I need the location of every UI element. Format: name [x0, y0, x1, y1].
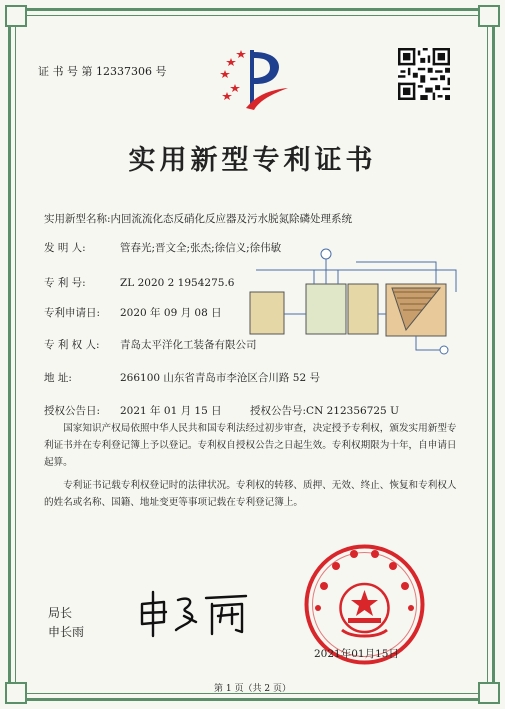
corner-ornament-top-left — [5, 5, 27, 27]
certificate-paragraph-1: 国家知识产权局依照中华人民共和国专利法经过初步审查，决定授予专利权，颁发实用新型专利证书并在专利登记簿上予以登记。专利权自授权公告之日起生效。专利权期限为十年，自申请日起算。 — [44, 423, 457, 468]
field-label: 发 明 人: — [44, 242, 86, 254]
field-label: 授权公告号: — [250, 405, 307, 417]
field-value: ZL 2020 2 1954275.6 — [120, 277, 235, 289]
field-address — [44, 370, 320, 385]
field-utility-model-name — [44, 211, 352, 226]
field-grant-date — [44, 403, 399, 418]
field-patentee — [44, 337, 257, 352]
field-label: 实用新型名称: — [44, 213, 111, 225]
field-label: 专 利 号: — [44, 277, 86, 289]
field-patent-number — [44, 275, 234, 290]
qr-code-icon — [398, 48, 450, 100]
cnipa-logo-icon — [214, 44, 294, 114]
director-signature-icon — [134, 586, 254, 642]
field-label: 专利申请日: — [44, 307, 101, 319]
field-label: 地 址: — [44, 372, 72, 384]
field-value: 2021 年 01 月 15 日 — [120, 405, 222, 417]
director-name: 申长雨 — [48, 625, 85, 639]
field-value: CN 212356725 U — [306, 405, 399, 417]
process-flow-diagram — [236, 244, 476, 362]
field-value: 青岛太平洋化工装备有限公司 — [120, 339, 257, 351]
field-value: 内回流流化态反硝化反应器及污水脱氮除磷处理系统 — [110, 213, 353, 225]
field-value: 266100 山东省青岛市李沧区合川路 52 号 — [120, 372, 320, 384]
certificate-paragraph-2: 专利证书记载专利权登记时的法律状况。专利权的转移、质押、无效、终止、恢复和专利权人的姓名或名称、国籍、地址变更等事项记载在专利登记簿上。 — [44, 480, 457, 508]
seal-date: 2021年01月15日 — [314, 648, 399, 660]
certificate-title: 实用新型专利证书 — [128, 145, 377, 176]
field-value: 2020 年 09 月 08 日 — [120, 307, 222, 319]
corner-ornament-top-right — [478, 5, 500, 27]
field-filing-date — [44, 305, 222, 320]
page-indicator: 第 1 页（共 2 页） — [214, 684, 291, 694]
field-value: 管春光;晋文全;张杰;徐信义;徐伟敏 — [120, 242, 282, 254]
director-title: 局长 — [48, 606, 73, 620]
field-label: 专 利 权 人: — [44, 339, 100, 351]
certificate-number: 证 书 号 第 12337306 号 — [38, 65, 167, 78]
field-label: 授权公告日: — [44, 405, 101, 417]
